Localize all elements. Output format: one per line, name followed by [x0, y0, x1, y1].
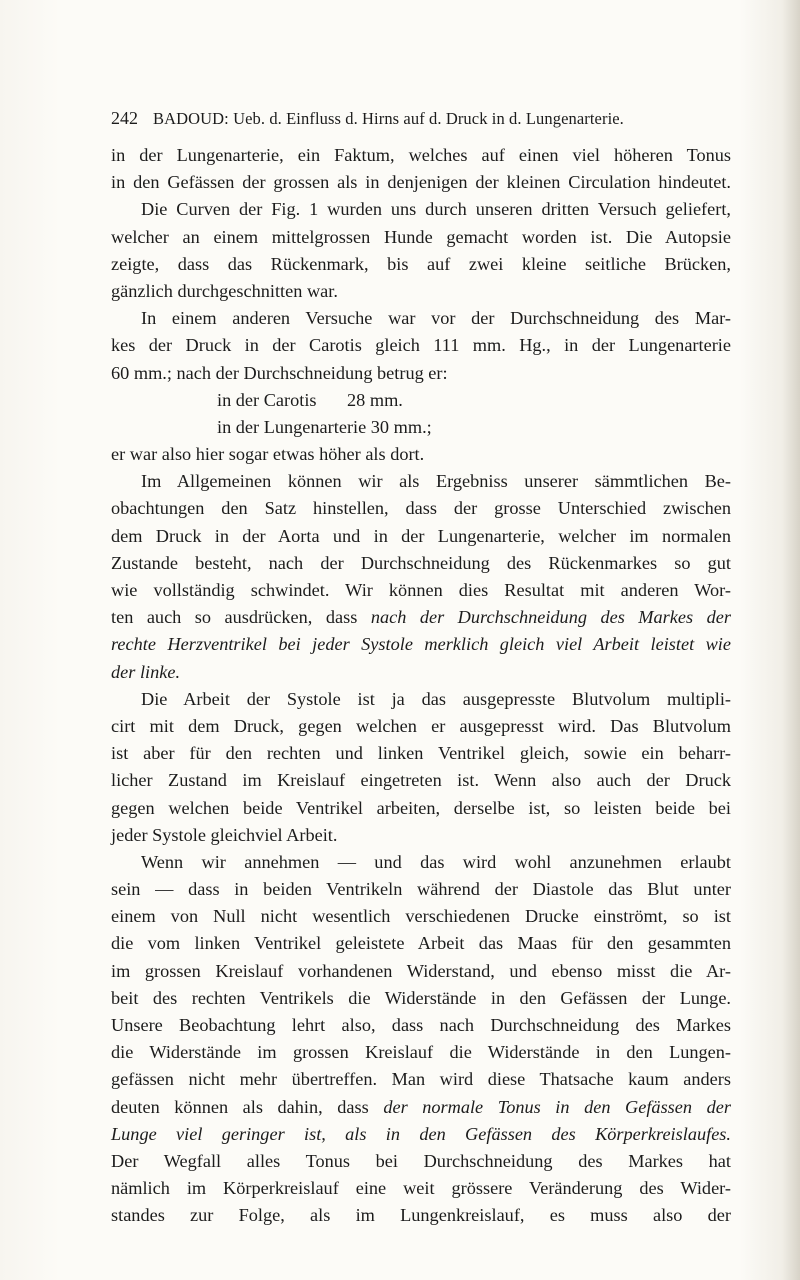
- text-line: ist aber für den rechten und linken Ventrikel gleich, sowie ein beharr-: [111, 743, 731, 764]
- text-line: standes zur Folge, als im Lungenkreislauf, es muss also der: [111, 1205, 731, 1226]
- text-line: die Widerstände im grossen Kreislauf die Widerstände in den Lungen-: [111, 1042, 731, 1063]
- carotis-label: in der Carotis: [217, 389, 317, 410]
- text-line: Unsere Beobachtung lehrt also, dass nach Durchschneidung des Markes: [111, 1015, 731, 1035]
- text-line: In einem anderen Versuche war vor der Durchschneidung des Mar-: [141, 308, 731, 329]
- text-line-table: [111, 387, 731, 414]
- text-line: wie vollständig schwindet. Wir können dies Resultat mit anderen Wor-: [111, 580, 731, 600]
- text-line: jeder Systole gleichviel Arbeit.: [111, 824, 338, 845]
- text-line: im grossen Kreislauf vorhandenen Widerstand, und ebenso misst die Ar-: [111, 960, 731, 981]
- text-line: obachtungen den Satz hinstellen, dass der grosse Unterschied zwischen: [111, 498, 731, 519]
- text-line: die vom linken Ventrikel geleistete Arbeit das Maas für den gesammten: [111, 933, 731, 954]
- line-italic-part: der normale Tonus in den Gefässen der: [383, 1096, 731, 1117]
- text-line: in der Lungenarterie, ein Faktum, welches auf einen viel höheren Tonus: [111, 145, 731, 165]
- body-text: [111, 142, 731, 1230]
- text-line: 60 mm.; nach der Durchschneidung betrug er:: [111, 362, 448, 383]
- text-line: gänzlich durchgeschnitten war.: [111, 280, 338, 301]
- text-line-italic: der linke.: [111, 661, 181, 682]
- text-line: cirt mit dem Druck, gegen welchen er ausgepresst wird. Das Blutvolum: [111, 715, 731, 736]
- text-line: Zustande besteht, nach der Durchschneidung des Rückenmarkes so gut: [111, 552, 731, 573]
- text-line-italic: Lunge viel geringer ist, als in den Gefässen des Körperkreislaufes.: [111, 1123, 731, 1144]
- running-header: [111, 106, 731, 131]
- line-italic-part: nach der Durchschneidung des Markes der: [370, 607, 731, 628]
- text-line: dem Druck in der Aorta und in der Lungenarterie, welcher im normalen: [111, 525, 731, 546]
- text-line: zeigte, dass das Rückenmark, bis auf zwei kleine seitliche Brücken,: [111, 253, 731, 274]
- page-edge-shadow: [782, 0, 800, 1280]
- text-line: sein — dass in beiden Ventrikeln während der Diastole das Blut unter: [111, 879, 731, 900]
- carotis-value: 28 mm.: [347, 389, 403, 410]
- text-line: in der Lungenarterie 30 mm.;: [217, 416, 432, 437]
- text-line-mixed: [111, 604, 731, 631]
- text-line: Die Curven der Fig. 1 wurden uns durch unseren dritten Versuch geliefert,: [141, 199, 731, 220]
- text-line: in den Gefässen der grossen als in denjenigen der kleinen Circulation hindeutet.: [111, 172, 731, 193]
- text-line: nämlich im Körperkreislauf eine weit grössere Veränderung des Wider-: [111, 1178, 731, 1199]
- text-line: er war also hier sogar etwas höher als dort.: [111, 444, 425, 465]
- text-line: einem von Null nicht wesentlich verschiedenen Drucke einströmt, so ist: [111, 906, 731, 927]
- text-line-mixed: [111, 1094, 731, 1121]
- text-line: Im Allgemeinen können wir als Ergebniss unserer sämmtlichen Be-: [141, 471, 731, 492]
- text-line: gefässen nicht mehr übertreffen. Man wird diese Thatsache kaum anders: [111, 1069, 731, 1090]
- text-line: welcher an einem mittelgrossen Hunde gemacht worden ist. Die Autopsie: [111, 226, 731, 247]
- text-line: gegen welchen beide Ventrikel arbeiten, derselbe ist, so leisten beide bei: [111, 797, 731, 818]
- text-line: Der Wegfall alles Tonus bei Durchschneidung des Markes hat: [111, 1150, 731, 1171]
- line-roman-part: deuten können als dahin, dass: [111, 1096, 369, 1117]
- text-line: Wenn wir annehmen — und das wird wohl anzunehmen erlaubt: [141, 851, 731, 872]
- text-line: Die Arbeit der Systole ist ja das ausgepresste Blutvolum multipli-: [141, 688, 731, 709]
- text-line: kes der Druck in der Carotis gleich 111 mm. Hg., in der Lungenarterie: [111, 335, 731, 356]
- text-line-italic: rechte Herzventrikel bei jeder Systole merklich gleich viel Arbeit leistet wie: [111, 634, 731, 655]
- text-line: licher Zustand im Kreislauf eingetreten ist. Wenn also auch der Druck: [111, 770, 731, 791]
- page-number: 242: [111, 108, 138, 128]
- text-line: beit des rechten Ventrikels die Widerstände in den Gefässen der Lunge.: [111, 987, 731, 1008]
- line-roman-part: ten auch so ausdrücken, dass: [111, 607, 358, 628]
- running-title: BADOUD: Ueb. d. Einfluss d. Hirns auf d. Druck in d. Lungenarterie.: [153, 109, 624, 128]
